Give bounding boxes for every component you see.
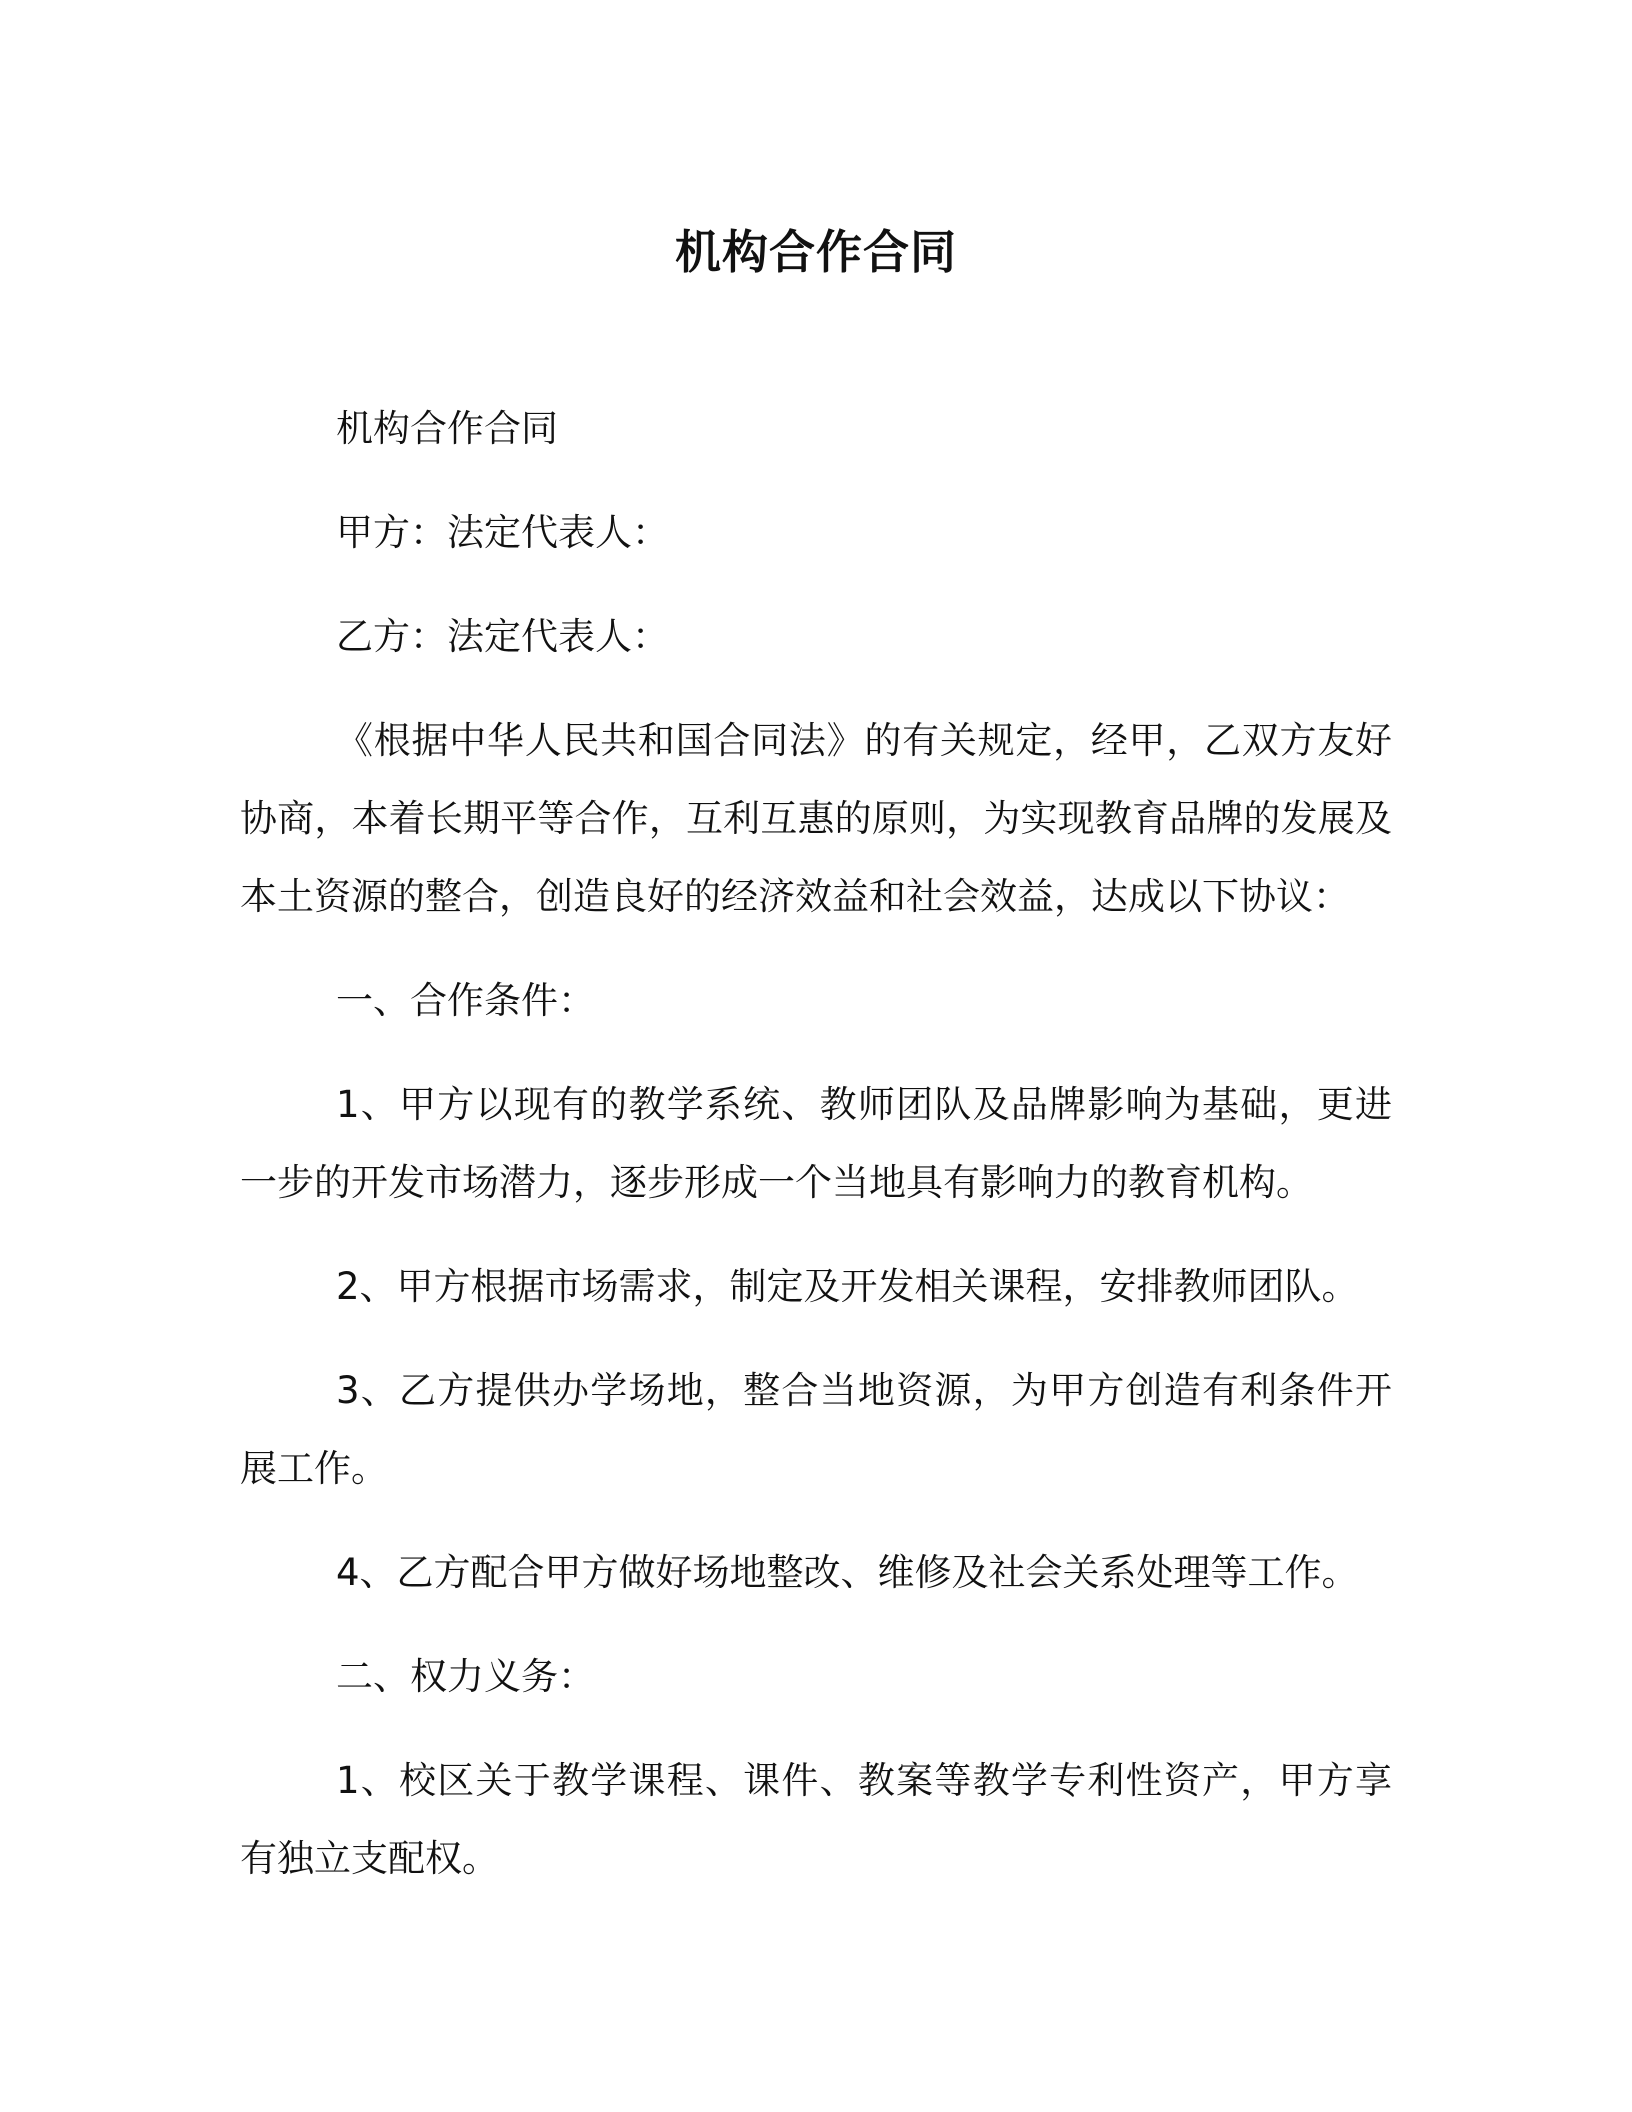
clause-paragraph: 1、校区关于教学课程、课件、教案等教学专利性资产，甲方享有独立支配权。 [240,1759,1392,1880]
subtitle-paragraph: 机构合作合同 [336,407,558,450]
clause-paragraph: 3、乙方提供办学场地，整合当地资源，为甲方创造有利条件开展工作。 [240,1369,1392,1490]
document-title: 机构合作合同 [675,225,957,279]
clause-paragraph: 1、甲方以现有的教学系统、教师团队及品牌影响为基础，更进一步的开发市场潜力，逐步形成一个当地具有影响力的教育机构。 [240,1083,1392,1204]
party-b-line: 乙方：法定代表人： [336,615,669,658]
preamble-paragraph: 《根据中华人民共和国合同法》的有关规定，经甲，乙双方友好协商，本着长期平等合作，互利互惠的原则，为实现教育品牌的发展及本土资源的整合，创造良好的经济效益和社会效益，达成以下协议： [240,719,1392,918]
party-a-line: 甲方：法定代表人： [336,511,669,554]
section-heading-rights: 二、权力义务： [336,1655,595,1698]
clause-paragraph: 4、乙方配合甲方做好场地整改、维修及社会关系处理等工作。 [336,1551,1359,1594]
clause-paragraph: 2、甲方根据市场需求，制定及开发相关课程，安排教师团队。 [336,1265,1359,1308]
document-body [240,390,1392,1924]
section-heading-cooperation: 一、合作条件： [336,979,595,1022]
